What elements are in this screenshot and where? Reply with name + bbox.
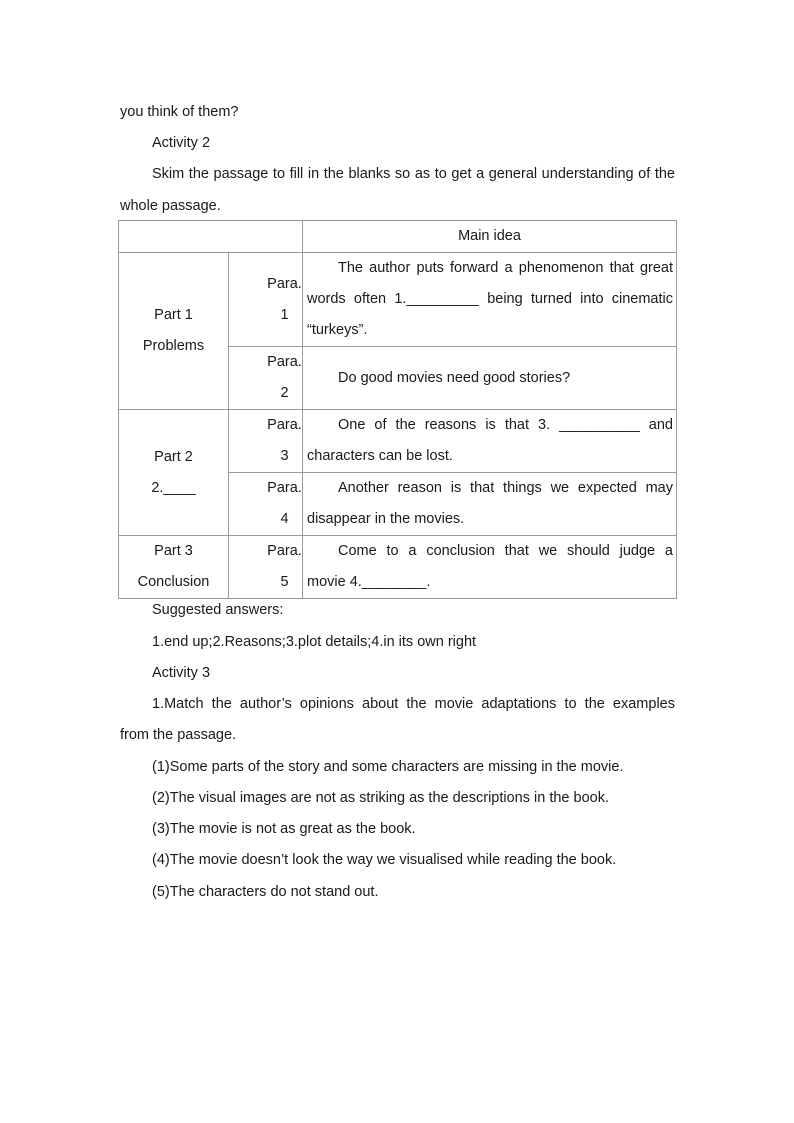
activity3-question-line1: 1.Match the author’s opinions about the movie adaptations to the examples [152,696,675,712]
part2-label: 2.____ [151,479,196,496]
para-number: 3 [280,448,289,464]
activity2-title: Activity 2 [152,135,211,151]
para-word: Para. [267,354,302,370]
list-item: (5)The characters do not stand out. [152,884,379,900]
para3-cell [229,410,303,473]
header-empty-cell [119,221,303,253]
para-number: 1 [280,306,289,323]
part1-label: Problems [142,338,205,354]
part1-name: Part 1 [154,307,193,323]
list-item: (3)The movie is not as great as the book. [152,821,416,837]
para-number: 5 [280,574,289,590]
list-item: (2)The visual images are not as striking as the descriptions in the book. [152,790,609,806]
para4-cell [229,473,303,536]
list-item: (1)Some parts of the story and some characters are missing in the movie. [152,759,624,775]
para-word: Para. [267,275,302,292]
para5-cell [229,536,303,599]
para1-cell [229,253,303,347]
part1-cell [119,253,229,410]
para2-main-idea: Do good movies need good stories? [303,347,677,410]
header-main-idea: Main idea [303,221,677,253]
para4-main-idea: Another reason is that things we expected may disappear in the movies. [303,473,677,536]
table-header-row [119,221,677,253]
part2-name: Part 2 [154,448,193,465]
para5-main-idea: Come to a conclusion that we should judge a movie 4.________. [303,536,677,599]
activity2-instruction-line2: whole passage. [120,198,221,214]
activity3-title: Activity 3 [152,665,211,681]
part3-cell [119,536,229,599]
activity2-instruction-line1: Skim the passage to fill in the blanks so as to get a general understanding of the [152,166,675,182]
list-item: (4)The movie doesn’t look the way we visualised while reading the book. [152,852,617,868]
suggested-answers-title: Suggested answers: [152,602,284,618]
part3-name: Part 3 [154,543,193,559]
para-word: Para. [267,543,302,559]
para3-main-idea: One of the reasons is that 3. __________ and characters can be lost. [303,410,677,473]
table-row [119,410,677,473]
para-number: 2 [280,385,289,401]
intro-tail: you think of them? [120,104,239,120]
suggested-answers-text: 1.end up;2.Reasons;3.plot details;4.in its own right [152,634,477,650]
para-word: Para. [267,480,302,496]
activity3-question-line2: from the passage. [120,727,237,743]
para-word: Para. [267,417,302,433]
main-idea-table [118,220,677,599]
table-row [119,253,677,347]
para1-main-idea: The author puts forward a phenomenon that great words often 1._________ being turned into cinematic “turkeys”. [303,253,677,347]
table-row [119,536,677,599]
para-number: 4 [280,511,289,527]
part3-label: Conclusion [137,574,210,590]
para2-cell [229,347,303,410]
part2-cell [119,410,229,536]
